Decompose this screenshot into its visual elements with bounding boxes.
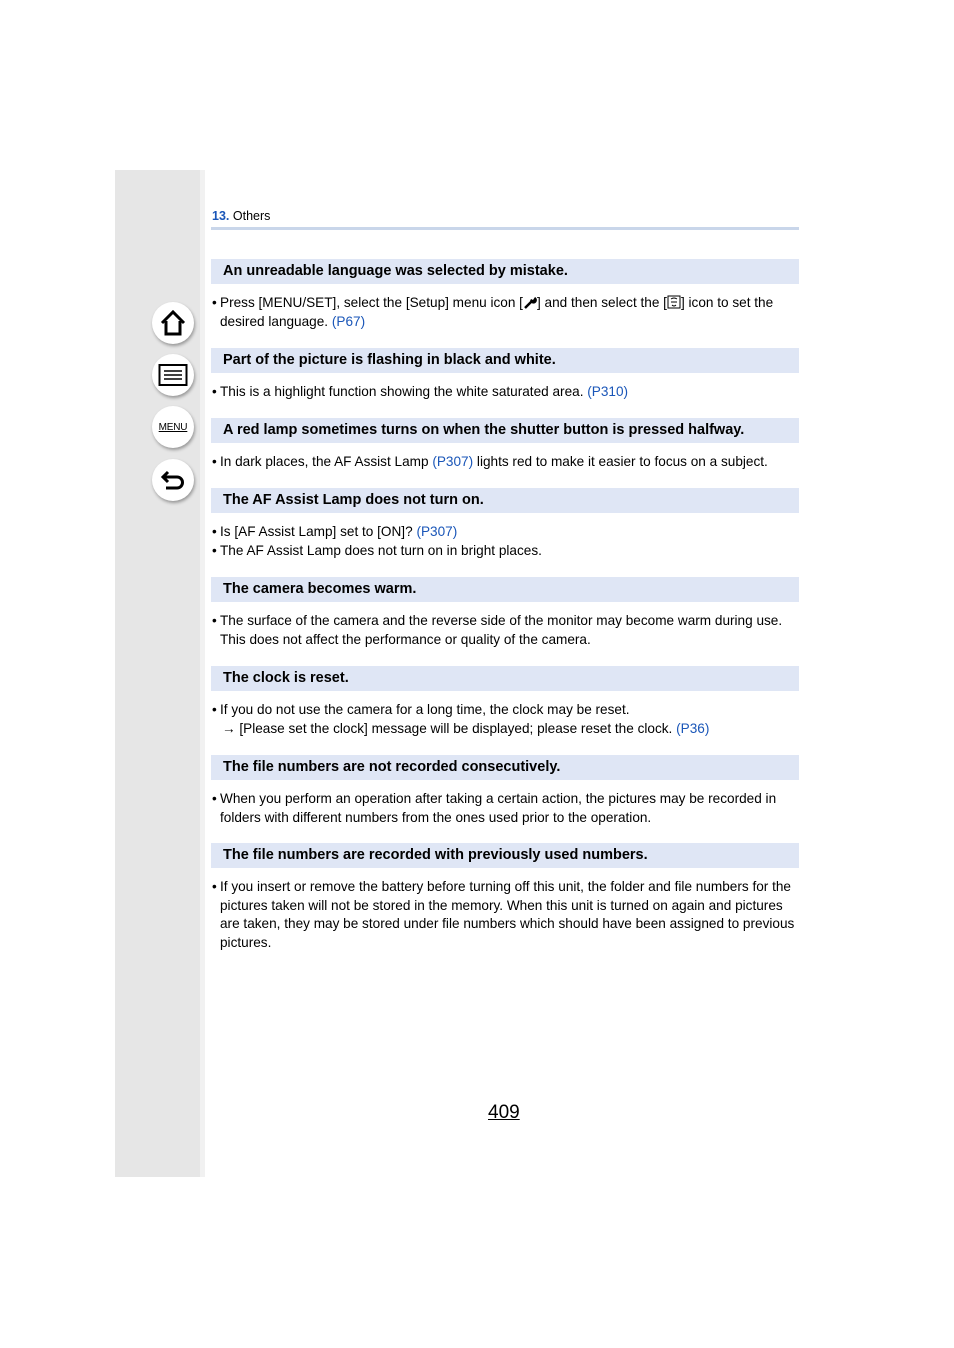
section-flashing-picture <box>211 348 799 402</box>
section-title: The camera becomes warm. <box>211 577 799 602</box>
section-title: Part of the picture is flashing in black and white. <box>211 348 799 373</box>
section-clock-reset <box>211 666 799 738</box>
chapter-header <box>212 209 270 223</box>
list-item <box>211 294 799 331</box>
text: When you perform an operation after taking a certain action, the pictures may be recorded in folders with different numbers from the ones used prior to the operation. <box>220 791 777 825</box>
menu-label: MENU <box>158 421 188 433</box>
text: The AF Assist Lamp does not turn on in bright places. <box>220 542 542 558</box>
list-item <box>211 878 799 952</box>
header-divider <box>211 227 799 230</box>
text: If you do not use the camera for a long time, the clock may be reset. <box>220 702 630 717</box>
section-unreadable-language <box>211 259 799 331</box>
result-line <box>211 720 799 739</box>
list-item <box>211 612 799 649</box>
list-icon <box>158 363 188 387</box>
list-item <box>211 453 799 472</box>
page-link[interactable]: (P36) <box>676 720 710 736</box>
section-title: The file numbers are recorded with previously used numbers. <box>211 843 799 868</box>
arrow-icon: → <box>222 720 236 736</box>
list-item <box>211 542 799 561</box>
home-button[interactable] <box>152 302 194 344</box>
home-icon <box>159 309 187 337</box>
page-link[interactable]: (P307) <box>432 454 474 469</box>
text: If you insert or remove the battery before turning off this unit, the folder and file numbers for the pictures taken will not be stored in the memory. When this unit is turned on again and pictures are taken, they may be stored under file numbers which should have been assigned to previous pictures. <box>220 879 795 950</box>
text: ] icon to set the desired language. <box>220 295 774 329</box>
section-camera-warm <box>211 577 799 649</box>
section-title: The file numbers are not recorded consecutively. <box>211 755 799 780</box>
section-title: An unreadable language was selected by mistake. <box>211 259 799 284</box>
list-item <box>211 790 799 827</box>
back-button[interactable] <box>152 459 194 501</box>
text: [Please set the clock] message will be displayed; please reset the clock. <box>239 720 673 736</box>
sidebar-edge <box>200 170 205 1177</box>
text: ] and then select the [ <box>536 295 667 310</box>
chapter-title: Others <box>232 209 271 223</box>
menu-button[interactable] <box>152 406 194 448</box>
text: The surface of the camera and the reverse side of the monitor may become warm during use. This does not affect the performance or quality of the camera. <box>220 613 783 647</box>
text: In dark places, the AF Assist Lamp <box>220 454 429 469</box>
section-red-lamp <box>211 418 799 472</box>
text: This is a highlight function showing the white saturated area. <box>220 384 584 399</box>
section-title: A red lamp sometimes turns on when the shutter button is pressed halfway. <box>211 418 799 443</box>
section-file-numbers-reused <box>211 843 799 952</box>
page-link[interactable]: (P310) <box>587 384 629 399</box>
list-item <box>211 701 799 720</box>
page-link[interactable]: (P307) <box>416 524 458 539</box>
wrench-icon <box>523 295 537 309</box>
list-item <box>211 383 799 402</box>
page-link[interactable]: (P67) <box>331 313 366 329</box>
return-arrow-icon <box>159 466 187 494</box>
text: lights red to make it easier to focus on a subject. <box>476 454 768 469</box>
list-item <box>211 523 799 542</box>
section-file-numbers-not-consecutive <box>211 755 799 827</box>
section-title: The AF Assist Lamp does not turn on. <box>211 488 799 513</box>
chapter-number: 13. <box>212 209 230 223</box>
language-icon <box>667 295 681 309</box>
contents-button[interactable] <box>152 354 194 396</box>
page-number: 409 <box>488 1102 520 1123</box>
text: Is [AF Assist Lamp] set to [ON]? <box>220 524 413 539</box>
section-title: The clock is reset. <box>211 666 799 691</box>
text: Press [MENU/SET], select the [Setup] menu icon [ <box>220 295 523 310</box>
section-af-assist-lamp <box>211 488 799 560</box>
